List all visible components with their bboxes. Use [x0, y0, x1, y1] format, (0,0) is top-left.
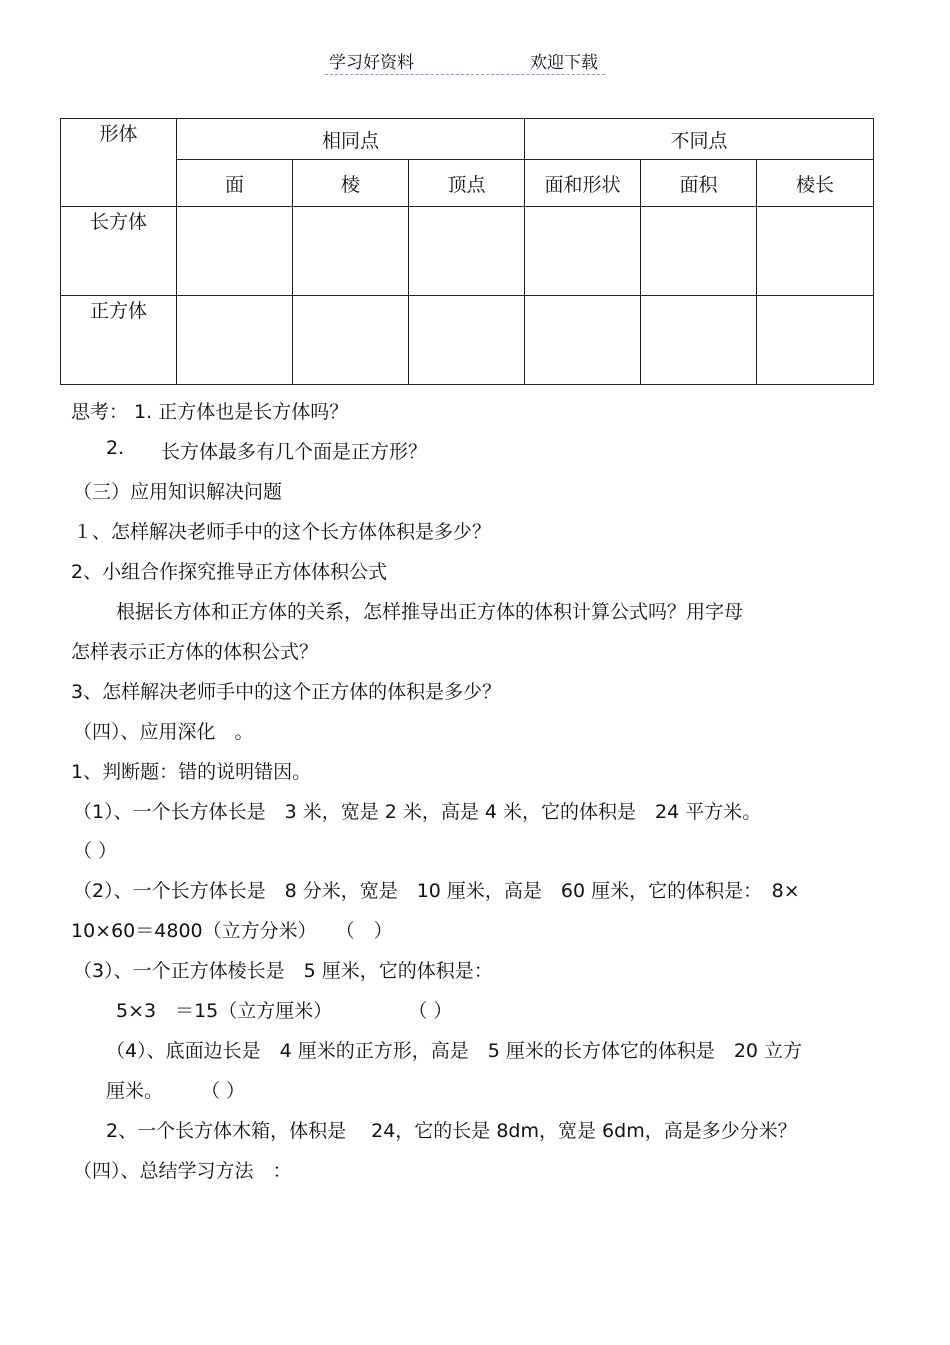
table-cell[interactable]	[757, 207, 874, 296]
section-four-heading: （四）、应用深化 。	[73, 721, 254, 743]
problem-2: 2、一个长方体木箱，体积是 24，它的长是 8dm，宽是 6dm，高是多少分米？	[106, 1120, 797, 1142]
shape-header-cell: 形体	[61, 119, 177, 207]
comparison-table	[60, 118, 874, 385]
page-header	[325, 48, 605, 75]
table-cell[interactable]	[641, 296, 757, 385]
sub-header-face: 面	[177, 160, 293, 207]
table-cell[interactable]	[293, 296, 409, 385]
judge-item-2-cont: 10×60＝4800（立方分米） （ ）	[71, 920, 393, 942]
table-cell[interactable]	[409, 296, 525, 385]
row-label-cuboid: 长方体	[61, 207, 177, 296]
think-question-2-number: 2.	[106, 437, 125, 459]
table-cell[interactable]	[177, 296, 293, 385]
sub-header-edge-length: 棱长	[757, 160, 874, 207]
diff-points-header: 不同点	[525, 119, 874, 160]
question-1: １、怎样解决老师手中的这个长方体体积是多少？	[73, 521, 492, 543]
header-right-text: 欢迎下载	[530, 53, 598, 73]
think-question-2-text: 长方体最多有几个面是正方形？	[161, 441, 428, 463]
table-cell[interactable]	[409, 207, 525, 296]
judge-item-4-cont: 厘米。 （ ）	[106, 1080, 246, 1102]
question-2-line-b: 怎样表示正方体的体积公式？	[71, 641, 319, 663]
header-left-text: 学习好资料	[329, 53, 414, 73]
sub-header-edge: 棱	[293, 160, 409, 207]
judge-heading: 1、判断题：错的说明错因。	[71, 761, 312, 783]
judge-item-3: （3）、一个正方体棱长是 5 厘米，它的体积是：	[73, 960, 493, 982]
question-3: 3、怎样解决老师手中的这个正方体的体积是多少？	[71, 681, 502, 703]
table-cell[interactable]	[293, 207, 409, 296]
judge-item-2: （2）、一个长方体长是 8 分米，宽是 10 厘米，高是 60 厘米，它的体积是： 8×	[73, 880, 800, 902]
table-cell[interactable]	[757, 296, 874, 385]
judge-item-1-answer[interactable]: （ ）	[73, 840, 118, 862]
judge-item-4: （4）、底面边长是 4 厘米的正方形，高是 5 厘米的长方体它的体积是 20 立方	[106, 1040, 803, 1062]
judge-item-1: （1）、一个长方体长是 3 米，宽是 2 米，高是 4 米，它的体积是 24 平方米。	[73, 801, 762, 823]
sub-header-face-shape: 面和形状	[525, 160, 641, 207]
sub-header-area: 面积	[641, 160, 757, 207]
table-cell[interactable]	[641, 207, 757, 296]
sub-header-vertex: 顶点	[409, 160, 525, 207]
table-row	[61, 296, 874, 385]
table-cell[interactable]	[525, 207, 641, 296]
same-points-header: 相同点	[177, 119, 525, 160]
table-cell[interactable]	[525, 296, 641, 385]
table-row	[61, 207, 874, 296]
question-2: 2、小组合作探究推导正方体体积公式	[71, 561, 388, 583]
judge-item-3-cont: 5×3 ＝15（立方厘米） （ ）	[116, 1000, 453, 1022]
table-cell[interactable]	[177, 207, 293, 296]
section-four-summary: （四）、总结学习方法 ：	[73, 1160, 292, 1182]
think-question-1: 思考： 1. 正方体也是长方体吗？	[71, 401, 349, 423]
question-2-line-a: 根据长方体和正方体的关系，怎样推导出正方体的体积计算公式吗？用字母	[116, 601, 744, 623]
row-label-cube: 正方体	[61, 296, 177, 385]
section-three-heading: （三）应用知识解决问题	[73, 481, 283, 503]
